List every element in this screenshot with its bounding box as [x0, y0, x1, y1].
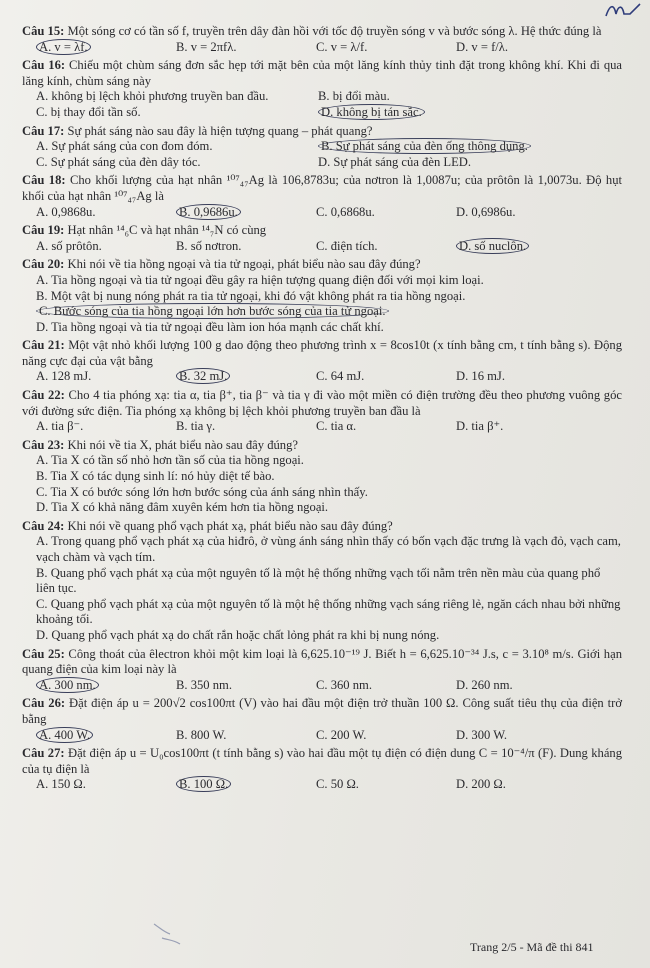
question-item [22, 696, 622, 743]
options-row [22, 155, 622, 171]
answer-option[interactable] [316, 777, 456, 793]
options-row [22, 273, 622, 289]
answer-option-label: B. tia γ. [176, 419, 216, 434]
page-footer: Trang 2/5 - Mã đề thi 841 [470, 940, 594, 954]
answer-option-label: C. 64 mJ. [316, 369, 365, 384]
answer-option-label: C. 360 nm. [316, 677, 372, 692]
answer-option[interactable] [36, 453, 304, 467]
options-row [22, 320, 622, 336]
answer-option[interactable] [36, 205, 176, 221]
answer-option[interactable] [36, 534, 621, 564]
answer-option[interactable] [36, 369, 176, 385]
answer-option[interactable] [176, 369, 316, 385]
question-stem [22, 24, 622, 40]
answer-option-label: B. Một vật bị nung nóng phát ra tia tử ngoại, khi đó vật không phát ra tia hồng ngoại. [36, 288, 466, 303]
answer-option[interactable] [36, 320, 384, 334]
answer-option-label: C. bị thay đổi tần số. [36, 104, 141, 119]
question-stem [22, 124, 622, 140]
options-row [22, 534, 622, 565]
question-number: Câu 18: [22, 173, 66, 188]
question-number: Câu 22: [22, 388, 65, 403]
options-row [22, 89, 622, 105]
question-stem [22, 173, 622, 204]
answer-option-label: B. số nơtron. [176, 238, 242, 253]
options-row [22, 628, 622, 644]
answer-option-label: D. 16 mJ. [456, 369, 505, 384]
options-row [22, 678, 622, 694]
question-stem [22, 58, 622, 89]
answer-option[interactable] [36, 628, 439, 642]
answer-option-label: B. 350 nm. [176, 677, 232, 692]
question-text: Khi nói về tia hồng ngoại và tia tử ngoại, phát biểu nào sau đây đúng? [67, 257, 421, 272]
options-row [22, 369, 622, 385]
question-text: Công thoát của êlectron khỏi một kim loại là 6,625.10⁻¹⁹ J. Biết h = 6,625.10⁻³⁴ J.s, c = 3.10⁸ m/s. Giới hạn quang điện của kim loại này là [22, 646, 622, 677]
question-stem [22, 519, 622, 535]
answer-option[interactable] [316, 40, 456, 56]
answer-option[interactable] [176, 205, 316, 221]
answer-option-label: B. 0,9686u. [176, 204, 241, 220]
question-text: Sự phát sáng nào sau đây là hiện tượng quang – phát quang? [67, 123, 373, 138]
answer-option[interactable] [36, 678, 176, 694]
question-text: Chiếu một chùm sáng đơn sắc hẹp tới mặt bên của một lăng kính thủy tinh đặt trong không khí. Khi đi qua lăng kính, chùm sáng này [22, 58, 622, 88]
question-number: Câu 16: [22, 58, 66, 73]
answer-option-label: D. tia β⁺. [456, 419, 504, 434]
answer-option[interactable] [36, 728, 176, 744]
answer-option-label: C. Quang phổ vạch phát xạ của một nguyên tố là một hệ thống những vạch sáng riêng lẻ, ngăn cách nhau bởi những khoảng tối. [36, 596, 621, 627]
answer-option-label: B. Quang phổ vạch phát xạ của một nguyên tố là một hệ thống những vạch tối nằm trên nền màu của quang phổ liên tục. [36, 565, 601, 596]
answer-option[interactable] [456, 419, 596, 435]
answer-option-label: A. Tia X có tần số nhỏ hơn tần số của tia hồng ngoại. [36, 453, 304, 468]
question-number: Câu 26: [22, 696, 66, 711]
question-stem [22, 696, 622, 727]
options-row [22, 40, 622, 56]
options-row [22, 105, 622, 121]
answer-option[interactable] [36, 155, 318, 171]
answer-option[interactable] [456, 205, 596, 221]
options-row [22, 777, 622, 793]
question-number: Câu 17: [22, 123, 65, 138]
question-item [22, 24, 622, 55]
question-number: Câu 19: [22, 223, 65, 238]
answer-option[interactable] [176, 419, 316, 435]
answer-option-label: B. Tia X có tác dụng sinh lí: nó hủy diệt tế bào. [36, 469, 275, 484]
answer-option-label: A. v = λf. [36, 39, 91, 55]
options-row [22, 566, 622, 597]
question-stem [22, 388, 622, 419]
answer-option[interactable] [316, 419, 456, 435]
question-stem [22, 647, 622, 678]
answer-option-label: D. Tia hồng ngoại và tia tử ngoại đều làm ion hóa mạnh các chất khí. [36, 319, 384, 334]
question-item [22, 647, 622, 694]
answer-option[interactable] [36, 303, 389, 319]
answer-option[interactable] [176, 40, 316, 56]
answer-option-label: D. 0,6986u. [456, 204, 516, 219]
answer-option[interactable] [456, 40, 596, 56]
question-text: Khi nói về quang phổ vạch phát xạ, phát biểu nào sau đây đúng? [67, 518, 393, 533]
answer-option-label: D. số nuclôn. [456, 238, 529, 254]
options-row [22, 453, 622, 469]
answer-option[interactable] [36, 469, 275, 483]
question-text: Khi nói về tia X, phát biểu nào sau đây đúng? [67, 437, 298, 452]
options-row [22, 239, 622, 255]
question-item [22, 746, 622, 793]
answer-option[interactable] [318, 89, 618, 105]
question-number: Câu 27: [22, 746, 65, 761]
answer-option-label: A. 0,9868u. [36, 204, 96, 219]
answer-option[interactable] [318, 155, 618, 171]
question-item [22, 58, 622, 120]
question-item [22, 223, 622, 254]
answer-option-label: D. v = f/λ. [456, 39, 509, 54]
options-row [22, 500, 622, 516]
answer-option-label: C. v = λ/f. [316, 39, 368, 54]
answer-option[interactable] [318, 139, 618, 155]
options-row [22, 469, 622, 485]
question-text: Đặt điện áp u = 200√2 cos100πt (V) vào hai đầu một điện trở thuần 100 Ω. Công suất tiêu thụ của điện trở bằng [22, 696, 622, 726]
answer-option[interactable] [176, 728, 316, 744]
answer-option-label: D. 260 nm. [456, 677, 513, 692]
answer-option[interactable] [36, 289, 465, 303]
question-stem [22, 438, 622, 454]
options-row [22, 597, 622, 628]
question-stem [22, 257, 622, 273]
answer-option-label: D. Quang phổ vạch phát xạ do chất rắn hoặc chất lỏng phát ra khi bị nung nóng. [36, 627, 440, 642]
answer-option[interactable] [36, 239, 176, 255]
question-number: Câu 15: [22, 24, 65, 38]
answer-option[interactable] [456, 728, 596, 744]
options-row [22, 289, 622, 305]
answer-option-label: B. Sự phát sáng của đèn ống thông dụng. [318, 138, 531, 154]
answer-option[interactable] [36, 273, 484, 287]
answer-option-label: A. Sự phát sáng của con đom đóm. [36, 139, 213, 154]
answer-option[interactable] [318, 105, 618, 121]
answer-option[interactable] [176, 777, 316, 793]
answer-option[interactable] [456, 777, 596, 793]
answer-option-label: A. 128 mJ. [36, 369, 92, 384]
answer-option-label: C. Bước sóng của tia hồng ngoại lớn hơn bước sóng của tia tử ngoại. [36, 303, 389, 319]
question-list [22, 24, 622, 796]
question-text: Cho 4 tia phóng xạ: tia α, tia β⁺, tia β⁻ và tia γ đi vào một miền có điện trường đều theo phương vuông góc với đường sức điện. Tia phóng xạ không bị lệch khỏi phương truyền ban đầu là [22, 388, 622, 418]
answer-option-label: A. Trong quang phổ vạch phát xạ của hiđrô, ở vùng ánh sáng nhìn thấy có bốn vạch đặc trưng là vạch đỏ, vạch cam, vạch chàm và vạch tím. [36, 534, 621, 564]
answer-option-label: A. Tia hồng ngoại và tia tử ngoại đều gây ra hiện tượng quang điện đối với mọi kim loại. [36, 272, 484, 287]
answer-option-label: A. không bị lệch khỏi phương truyền ban đầu. [36, 89, 269, 104]
answer-option[interactable] [36, 40, 176, 56]
answer-option[interactable] [36, 597, 620, 627]
question-stem [22, 223, 622, 239]
answer-option-label: A. số prôtôn. [36, 238, 102, 253]
answer-option[interactable] [456, 369, 596, 385]
answer-option-label: A. tia β⁻. [36, 419, 84, 434]
answer-option[interactable] [36, 105, 318, 121]
answer-option-label: B. 32 mJ. [176, 368, 230, 384]
answer-option[interactable] [316, 728, 456, 744]
answer-option-label: C. 0,6868u. [316, 204, 375, 219]
question-stem [22, 338, 622, 369]
options-row [22, 419, 622, 435]
answer-option-label: A. 150 Ω. [36, 777, 86, 792]
answer-option[interactable] [316, 239, 456, 255]
answer-option-label: D. không bị tán sắc. [318, 104, 425, 120]
answer-option-label: B. 800 W. [176, 727, 227, 742]
answer-option-label: C. điện tích. [316, 238, 378, 253]
question-item [22, 173, 622, 220]
question-stem [22, 746, 622, 777]
question-text: Một vật nhỏ khối lượng 100 g dao động theo phương trình x = 8cos10t (x tính bằng cm, t tính bằng s). Động năng cực đại của vật bằng [22, 338, 622, 368]
question-number: Câu 25: [22, 646, 65, 661]
answer-option-label: D. Tia X có khả năng đâm xuyên kém hơn tia hồng ngoại. [36, 500, 329, 515]
answer-option-label: A. 400 W. [36, 727, 93, 743]
answer-option[interactable] [456, 239, 596, 255]
question-item [22, 124, 622, 171]
answer-option[interactable] [176, 239, 316, 255]
answer-option[interactable] [36, 566, 600, 596]
answer-option-label: C. 50 Ω. [316, 777, 359, 792]
answer-option[interactable] [316, 205, 456, 221]
answer-option[interactable] [36, 139, 318, 155]
answer-option-label: A. 300 nm. [36, 677, 99, 693]
handwritten-mark-icon [600, 0, 644, 20]
options-row [22, 304, 622, 320]
answer-option[interactable] [36, 777, 176, 793]
question-text: Đặt điện áp u = U₀cos100πt (t tính bằng s) vào hai đầu một tụ điện có điện dung C = 10⁻⁴/π (F). Dung kháng của tụ điện là [22, 746, 623, 776]
options-row [22, 485, 622, 501]
question-text: Hạt nhân ¹⁴₆C và hạt nhân ¹⁴₇N có cùng [67, 223, 267, 238]
options-row [22, 205, 622, 221]
question-item [22, 519, 622, 644]
question-item [22, 257, 622, 335]
question-number: Câu 21: [22, 338, 65, 353]
question-text: Một sóng cơ có tần số f, truyền trên dây đàn hồi với tốc độ truyền sóng v và bước sóng λ. Hệ thức đúng là [67, 24, 602, 38]
question-item [22, 438, 622, 516]
options-row [22, 139, 622, 155]
answer-option-label: C. tia α. [316, 419, 357, 434]
answer-option-label: B. 100 Ω. [176, 776, 231, 792]
answer-option-label: C. Sự phát sáng của đèn dây tóc. [36, 154, 201, 169]
question-number: Câu 23: [22, 437, 65, 452]
answer-option[interactable] [456, 678, 596, 694]
answer-option-label: C. Tia X có bước sóng lớn hơn bước sóng của ánh sáng nhìn thấy. [36, 484, 368, 499]
answer-option-label: B. bị đổi màu. [318, 89, 390, 104]
answer-option[interactable] [316, 678, 456, 694]
answer-option[interactable] [316, 369, 456, 385]
answer-option[interactable] [176, 678, 316, 694]
question-text: Cho khối lượng của hạt nhân ¹⁰⁷₄₇Ag là 106,8783u; của nơtron là 1,0087u; của prôtôn là 1,0073u. Độ hụt khối của hạt nhân ¹⁰⁷₄₇Ag là [22, 173, 622, 203]
answer-option[interactable] [36, 419, 176, 435]
answer-option[interactable] [36, 500, 328, 514]
question-number: Câu 24: [22, 518, 65, 533]
answer-option[interactable] [36, 485, 368, 499]
question-item [22, 388, 622, 435]
answer-option-label: D. Sự phát sáng của đèn LED. [318, 154, 472, 169]
answer-option-label: C. 200 W. [316, 727, 367, 742]
answer-option-label: D. 200 Ω. [456, 777, 506, 792]
answer-option-label: B. v = 2πfλ. [176, 39, 237, 54]
pencil-scribble-icon [150, 918, 190, 946]
question-number: Câu 20: [22, 257, 65, 272]
question-item [22, 338, 622, 385]
options-row [22, 728, 622, 744]
answer-option-label: D. 300 W. [456, 727, 508, 742]
answer-option[interactable] [36, 89, 318, 105]
